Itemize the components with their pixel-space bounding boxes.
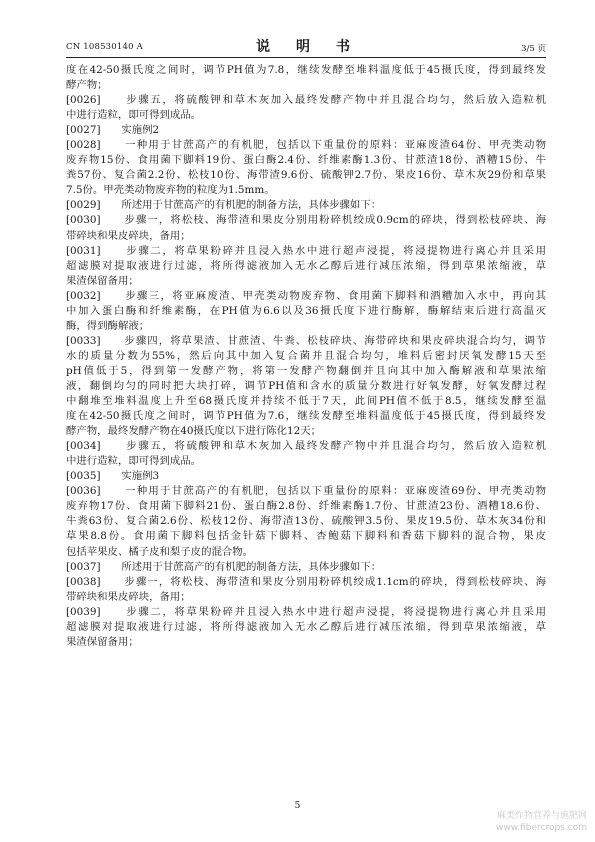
text-line: 果渣保留备用；	[66, 274, 139, 287]
page-header	[66, 36, 546, 56]
text-line: [0036] 一种用于甘蔗高产的有机肥，包括以下重量份的原料：亚麻废渣69份、甲壳类动物	[66, 485, 546, 498]
text-line: 酶，得到酶解液；	[66, 319, 150, 332]
text-line: 中进行造粒，即可得到成品。	[66, 455, 202, 468]
text-line: [0029] 所述用于甘蔗高产的有机肥的制备方法，具体步骤如下：	[66, 199, 382, 212]
text-line: 废弃物17份、食用菌下脚料21份、蛋白酶2.8份、纤维素酶1.7份、甘蔗渣23份、酒糟18.6份、	[66, 500, 546, 513]
text-line: 度在42-50摄氏度之间时，调节PH值为7.6，继续发酵至堆料温度低于45摄氏度，得到最终发	[66, 410, 546, 423]
text-line: [0032] 步骤三，将亚麻废渣、甲壳类动物废弃物、食用菌下脚料和酒糟加入水中，再向其	[66, 289, 546, 302]
text-line: [0033] 步骤四，将草果渣、甘蔗渣、牛粪、松枝碎块、海带碎块和果皮碎块混合均匀，调节	[66, 334, 546, 347]
text-line: [0035] 实施例3	[66, 470, 160, 483]
text-line: 超滤膜对提取液进行过滤，将所得滤液加入无水乙醇后进行减压浓缩，得到草果浓缩液，草	[66, 620, 546, 633]
text-line: [0038] 步骤一，将松枝、海带渣和果皮分别用粉碎机绞成1.1cm的碎块，得到松枝碎块、海	[66, 575, 546, 588]
text-line: 中进行造粒，即可得到成品。	[66, 109, 202, 122]
document-number: CN 108530140 A	[66, 42, 143, 52]
text-line: 液，翻倒均匀的同时把大块打碎，调节PH值和含水的质量分数进行好氧发酵，好氧发酵过程	[66, 379, 546, 392]
text-line: 酵产物，最终发酵产物在40摄氏度以下进行陈化12天；	[66, 425, 322, 438]
text-line: [0027] 实施例2	[66, 124, 160, 137]
text-line: 水的质量分数为55%，然后向其中加入复合菌并且混合均匀，堆料后密封厌氧发酵15天至	[66, 349, 546, 362]
text-line: 包括苹果皮、橘子皮和梨子皮的混合物。	[66, 545, 254, 558]
text-line: [0034] 步骤五，将硫酸钾和草木灰加入最终发酵产物中并且混合均匀，然后放入造粒机	[66, 440, 546, 453]
text-line: 牛粪63份、复合菌2.6份、松枝12份、海带渣13份、硫酸钾3.5份、果皮19.5份、草木灰34份和	[66, 515, 546, 528]
text-line: 带碎块和果皮碎块，备用；	[66, 590, 191, 603]
watermark-line-1: 麻类作物营养与施肥网	[496, 811, 587, 821]
text-line: [0026] 步骤五，将硫酸钾和草木灰加入最终发酵产物中并且混合均匀，然后放入造粒机	[66, 94, 546, 107]
page-count: 3/5 页	[521, 44, 546, 54]
text-line: 中加入蛋白酶和纤维素酶，在PH值为6.6以及36摄氏度下进行酶解，酶解结束后进行高温灭	[66, 304, 546, 317]
document-body	[66, 63, 546, 650]
watermark-line-2: www.fibercrops.com	[496, 823, 587, 833]
watermark	[496, 810, 587, 834]
text-line: 果渣保留备用；	[66, 635, 139, 648]
text-line: [0031] 步骤二，将草果粉碎并且浸入热水中进行超声浸提，将浸提物进行离心并且采用	[66, 244, 546, 257]
text-line: 粪57份、复合菌2.2份、松枝10份、海带渣9.6份、硫酸钾2.7份、果皮16份、草木灰29份和草果	[66, 169, 546, 182]
document-title: 说 明 书	[256, 39, 356, 55]
text-line: [0028] 一种用于甘蔗高产的有机肥，包括以下重量份的原料：亚麻废渣64份、甲壳类动物	[66, 139, 546, 152]
text-line: 中翻堆至堆料温度上升至68摄氏度并持续不低于7天，此间PH值不低于8.5，继续发酵至温	[66, 395, 546, 408]
text-line: 超滤膜对提取液进行过滤，将所得滤液加入无水乙醇后进行减压浓缩，得到草果浓缩液，草	[66, 259, 546, 272]
header-rule	[66, 57, 546, 58]
text-line: [0037] 所述用于甘蔗高产的有机肥的制备方法，具体步骤如下：	[66, 560, 382, 573]
text-line: 废弃物15份、食用菌下脚料19份、蛋白酶2.4份、纤维素酶1.3份、甘蔗渣18份、酒糟15份、牛	[66, 154, 546, 167]
text-line: [0039] 步骤二，将草果粉碎并且浸入热水中进行超声浸提，将浸提物进行离心并且采用	[66, 605, 546, 618]
text-line: 度在42-50摄氏度之间时，调节PH值为7.8，继续发酵至堆料温度低于45摄氏度，得到最终发	[66, 64, 546, 76]
text-line: 带碎块和果皮碎块，备用；	[66, 229, 191, 242]
text-line: [0030] 步骤一，将松枝、海带渣和果皮分别用粉碎机绞成0.9cm的碎块，得到松枝碎块、海	[66, 214, 546, 227]
text-line: 7.5份。甲壳类动物废弃物的粒度为1.5mm。	[66, 184, 275, 197]
text-line: pH值低于5，得到第一发酵产物，将第一发酵产物翻倒并且向其中加入酶解液和草果浓缩	[66, 364, 546, 377]
page-number: 5	[294, 801, 301, 811]
text-line: 草果8.8份。食用菌下脚料包括金针菇下脚料、杏鲍菇下脚料和香菇下脚料的混合物，果皮	[66, 530, 546, 543]
text-line: 酵产物；	[66, 79, 108, 92]
